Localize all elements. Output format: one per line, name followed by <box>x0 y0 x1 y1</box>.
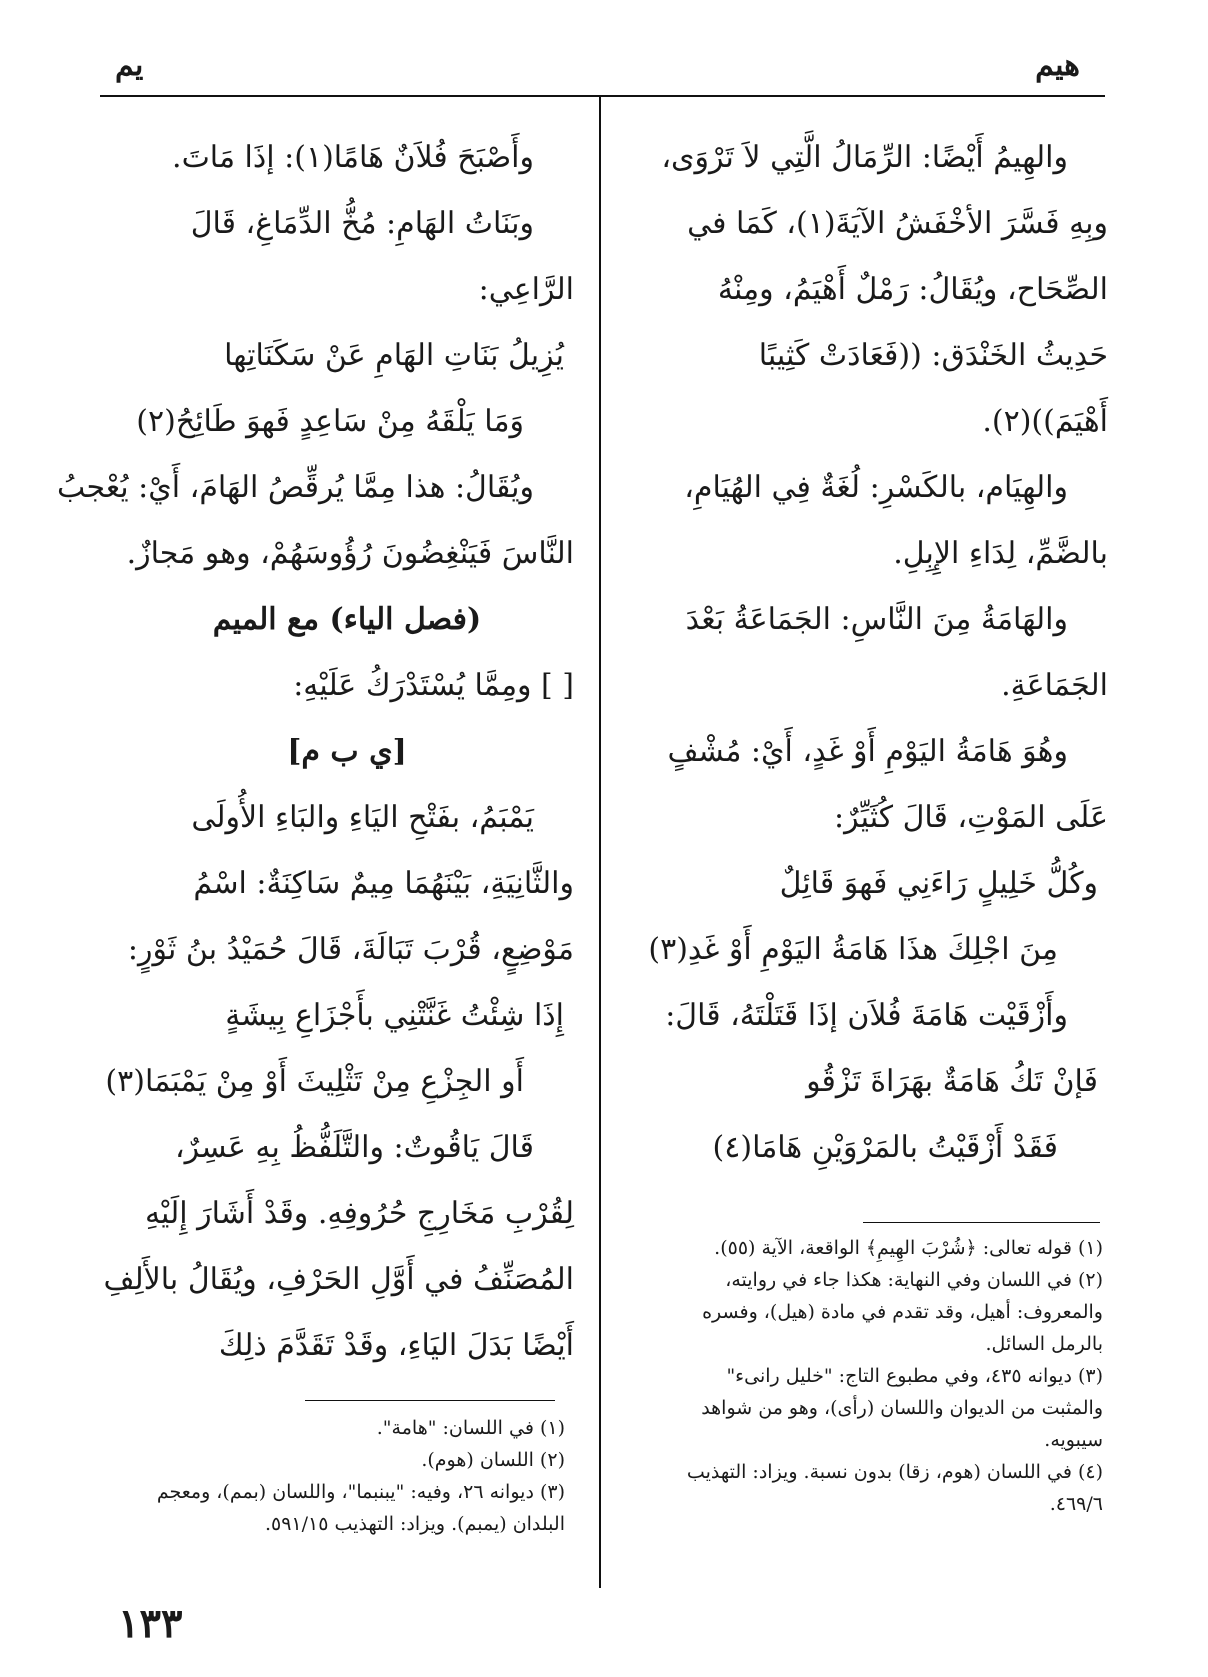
right-column <box>628 125 1108 1181</box>
text-line: وبَنَاتُ الهَامِ: مُخُّ الدِّمَاغِ، قَالَ <box>190 206 534 241</box>
text-line: والهَامَةُ مِنَ النَّاسِ: الجَمَاعَةُ بَعْدَ <box>685 602 1068 637</box>
text-line: الرَّاعِي: <box>478 272 574 307</box>
page-number: ١٣٣ <box>118 1600 183 1647</box>
section-heading: (فصل الياء) مع الميم <box>212 602 482 637</box>
footnote-rule-right <box>863 1222 1100 1223</box>
footnote-rule-left <box>305 1400 555 1401</box>
text-line: بالضَّمِّ، لِدَاءِ الإِبِلِ. <box>893 536 1108 571</box>
verse-line: يُزِيلُ بَنَاتِ الهَامِ عَنْ سَكَنَاتِها <box>224 338 564 373</box>
text-line: لِقُرْبِ مَخَارِجِ حُرُوفِهِ. وقَدْ أَشَارَ إِلَيْهِ <box>144 1196 574 1231</box>
text-line: [ ] ومِمَّا يُسْتَدْرَكُ عَلَيْهِ: <box>293 668 574 703</box>
text-line: أَهْيَمَ))(٢). <box>982 404 1108 439</box>
verse-line: أَو الجِزْعِ مِنْ تَثْلِيثَ أَوْ مِنْ يَمْبَمَا(٣) <box>105 1064 524 1099</box>
text-line: الجَمَاعَةِ. <box>1001 668 1108 703</box>
verse-line: فَإنْ تَكُ هَامَةٌ بهَرَاةَ تَزْقُو <box>806 1064 1098 1099</box>
footnote-line: (١) قوله تعالى: ﴿شُرْبَ الهِيمِ﴾ الواقعة، الآية (٥٥). <box>714 1237 1103 1259</box>
text-line: ويُقَالُ: هذا مِمَّا يُرقِّصُ الهَامَ، أَيْ: يُعْجبُ <box>57 470 534 505</box>
text-line: وأَزْقَيْت هَامَةَ فُلاَن إذَا قَتَلْتَهُ، قَالَ: <box>665 998 1068 1033</box>
text-line: عَلَى المَوْتِ، قَالَ كُثَيِّرٌ: <box>833 800 1108 835</box>
footnotes-left <box>85 1412 565 1540</box>
verse-line: مِنَ اجْلِكَ هذَا هَامَةُ اليَوْمِ أَوْ غَدِ(٣) <box>648 932 1058 967</box>
text-line: والثَّانِيَةِ، بَيْنَهُمَا مِيمٌ سَاكِنَةٌ: اسْمُ <box>193 866 574 901</box>
text-line: مَوْضِعٍ، قُرْبَ تَبَالَةَ، قَالَ حُمَيْدُ بنُ ثَوْرٍ: <box>127 932 574 967</box>
header-rule <box>100 95 1105 97</box>
text-line: وبِهِ فَسَّرَ الأخْفَشُ الآيَةَ(١)، كَمَا في <box>687 206 1108 241</box>
verse-line: فَقَدْ أَزْقَيْتُ بالمَرْوَيْنِ هَامَا(٤) <box>712 1130 1058 1165</box>
footnote-line: (٤) في اللسان (هوم، زقا) بدون نسبة. ويزاد: التهذيب <box>686 1461 1103 1483</box>
footnote-line: (٣) ديوانه ٢٦، وفيه: "يبنبما"، واللسان (بمم)، ومعجم <box>156 1481 565 1503</box>
footnote-line: والمثبت من الديوان واللسان (رأى)، وهو من شواهد <box>701 1397 1103 1419</box>
text-line: النَّاسَ فَيَنْغِضُونَ رُؤُوسَهُمْ، وهو مَجازٌ. <box>126 536 574 571</box>
column-divider <box>599 96 601 1588</box>
verse-line: إِذَا شِئْتُ غَنَّتْنِي بأَجْزَاعِ بِيشَةٍ <box>225 998 564 1033</box>
text-line: المُصَنِّفُ في أَوَّلِ الحَرْفِ، ويُقَالُ بالأَلِفِ <box>103 1262 574 1297</box>
footnote-line: سيبويه. <box>1044 1429 1103 1451</box>
running-header-left: يم <box>115 48 144 83</box>
text-line: يَمْبَمُ، بفَتْحِ اليَاءِ والبَاءِ الأُولَى <box>191 800 534 835</box>
text-line: والهِيَام، بالكَسْرِ: لُغَةٌ فِي الهُيَامِ، <box>684 470 1068 505</box>
text-line: حَدِيثُ الخَنْدَق: ((فَعَادَتْ كَثِيبًا <box>758 338 1108 373</box>
footnote-line: والمعروف: أهيل، وقد تقدم في مادة (هيل)، وفسره <box>702 1301 1103 1323</box>
text-line: وأَصْبَحَ فُلاَنٌ هَامًا(١): إذَا مَاتَ. <box>172 140 534 175</box>
left-column <box>57 125 574 1379</box>
verse-line: وكُلُّ خَلِيلٍ رَاءَنِي فَهوَ قَائِلٌ <box>779 866 1098 901</box>
entry-heading: [ي ب م] <box>287 734 407 769</box>
verse-line: وَمَا يَلْقَهُ مِنْ سَاعِدٍ فَهوَ طَائِحُ(٢) <box>136 404 524 439</box>
running-header-right: هيم <box>1035 48 1080 83</box>
footnote-line: (٢) في اللسان وفي النهاية: هكذا جاء في روايته، <box>725 1269 1103 1291</box>
text-line: قَالَ يَاقُوتٌ: والتَّلَفُّظُ بِهِ عَسِرٌ، <box>174 1130 534 1165</box>
text-line: وهُوَ هَامَةُ اليَوْمِ أَوْ غَدٍ، أَيْ: مُشْفٍ <box>667 734 1068 769</box>
footnote-line: (٣) ديوانه ٤٣٥، وفي مطبوع التاج: "خليل رانىء" <box>726 1365 1103 1387</box>
footnotes-right <box>628 1232 1103 1520</box>
text-line: والهِيمُ أَيْضًا: الرِّمَالُ الَّتِي لاَ تَرْوَى، <box>661 140 1068 175</box>
footnote-line: (١) في اللسان: "هامة". <box>376 1417 565 1439</box>
footnote-line: بالرمل السائل. <box>985 1333 1103 1355</box>
footnote-line: ٤٦٩/٦. <box>1049 1493 1103 1515</box>
footnote-line: البلدان (يمبم). ويزاد: التهذيب ٥٩١/١٥. <box>264 1513 565 1535</box>
footnote-line: (٢) اللسان (هوم). <box>421 1449 565 1471</box>
text-line: أَيْضًا بَدَلَ اليَاءِ، وقَدْ تَقَدَّمَ ذلِكَ <box>218 1328 574 1363</box>
text-line: الصِّحَاح، ويُقَالُ: رَمْلٌ أَهْيَمُ، ومِنْهُ <box>717 272 1108 307</box>
